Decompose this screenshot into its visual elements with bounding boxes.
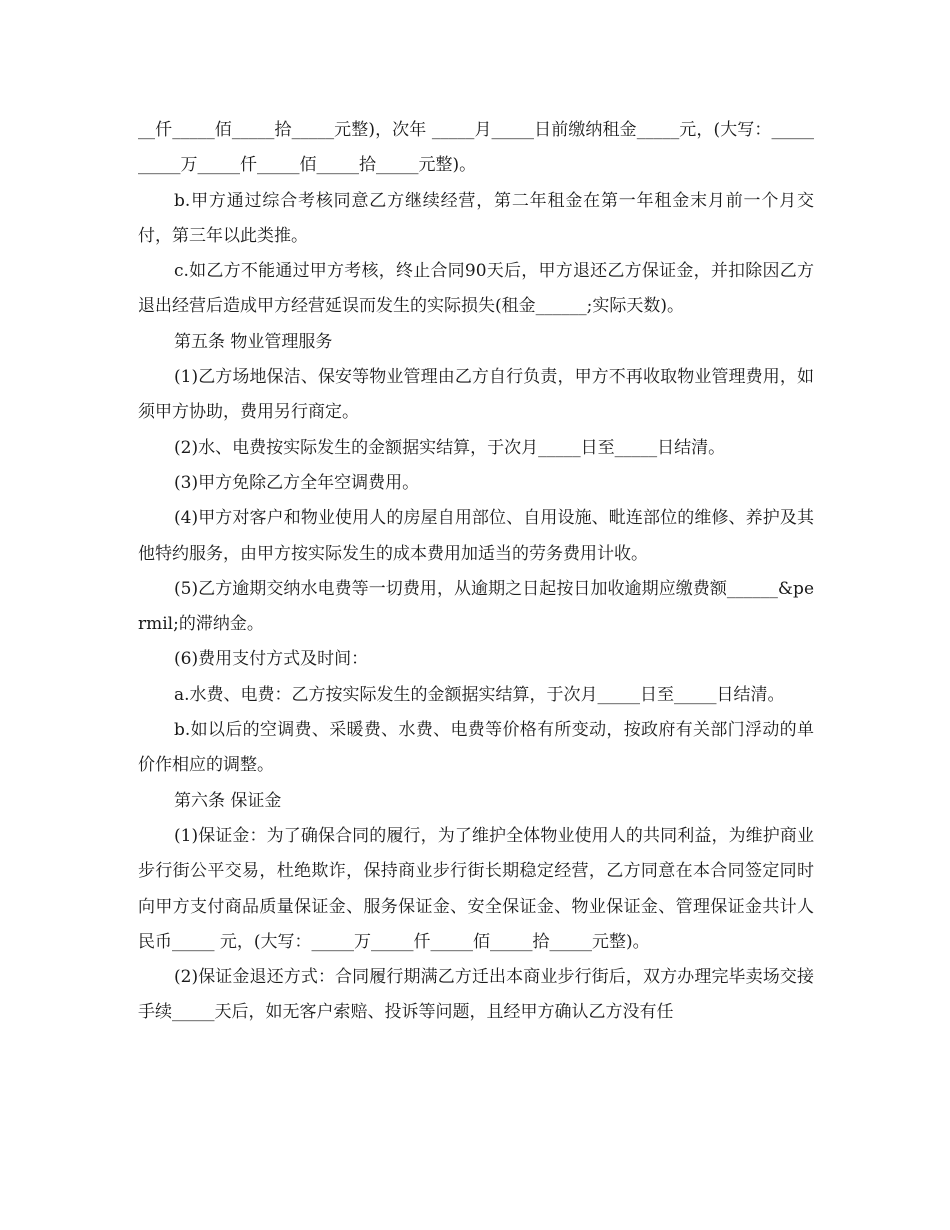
heading-article-5: 第五条 物业管理服务 xyxy=(174,331,333,352)
paragraph-article-5-item-2: (2)水、电费按实际发生的金额据实结算，于次月_____日至_____日结清。 xyxy=(174,437,726,458)
paragraph-article-5-item-6: (6)费用支付方式及时间： xyxy=(174,649,369,670)
paragraph-article-6-item-2: (2)保证金退还方式：合同履行期满乙方迁出本商业步行街后，双方办理完毕卖场交接手续_____天后，如无客户索赔、投诉等问题，且经甲方确认乙方没有任 xyxy=(138,967,814,1023)
paragraph-article-5-item-5: (5)乙方逾期交纳水电费等一切费用，从逾期之日起按日加收逾期应缴费额______&permil;的滞纳金。 xyxy=(138,578,814,635)
paragraph-article-6-item-1: (1)保证金：为了确保合同的履行，为了维护全体物业使用人的共同利益，为维护商业步行街公平交易，杜绝欺诈，保持商业步行街长期稳定经营，乙方同意在本合同签定同时向甲方支付商品质量保证金、服务保证金、安全保证金、物业保证金、管理保证金共计人民币_____ 元，(大写：_____万_____仟_____佰_____拾_____元整)。 xyxy=(138,825,814,952)
paragraph-clause-c-termination: c.如乙方不能通过甲方考核，终止合同90天后，甲方退还乙方保证金，并扣除因乙方退出经营后造成甲方经营延误而发生的实际损失(租金______;实际天数)。 xyxy=(138,261,814,317)
heading-article-6: 第六条 保证金 xyxy=(174,790,282,811)
paragraph-clause-b-renewal: b.甲方通过综合考核同意乙方继续经营，第二年租金在第一年租金末月前一个月交付，第三年以此类推。 xyxy=(138,190,814,246)
document-body xyxy=(138,113,814,1031)
paragraph-article-5-item-4: (4)甲方对客户和物业使用人的房屋自用部位、自用设施、毗连部位的维修、养护及其他特约服务，由甲方按实际发生的成本费用加适当的劳务费用计收。 xyxy=(138,508,814,564)
paragraph-payment-a: a.水费、电费：乙方按实际发生的金额据实结算，于次月_____日至_____日结清。 xyxy=(174,684,785,705)
paragraph-rent-capital-amount: __仟_____佰_____拾_____元整)，次年 _____月_____日前缴纳租金_____元，(大写：__________万_____仟_____佰_____拾_____元整)。 xyxy=(138,120,814,176)
paragraph-article-5-item-3: (3)甲方免除乙方全年空调费用。 xyxy=(174,472,420,493)
paragraph-payment-b: b.如以后的空调费、采暖费、水费、电费等价格有所变动，按政府有关部门浮动的单价作相应的调整。 xyxy=(138,720,814,776)
paragraph-article-5-item-1: (1)乙方场地保洁、保安等物业管理由乙方自行负责，甲方不再收取物业管理费用，如须甲方协助，费用另行商定。 xyxy=(138,367,814,423)
